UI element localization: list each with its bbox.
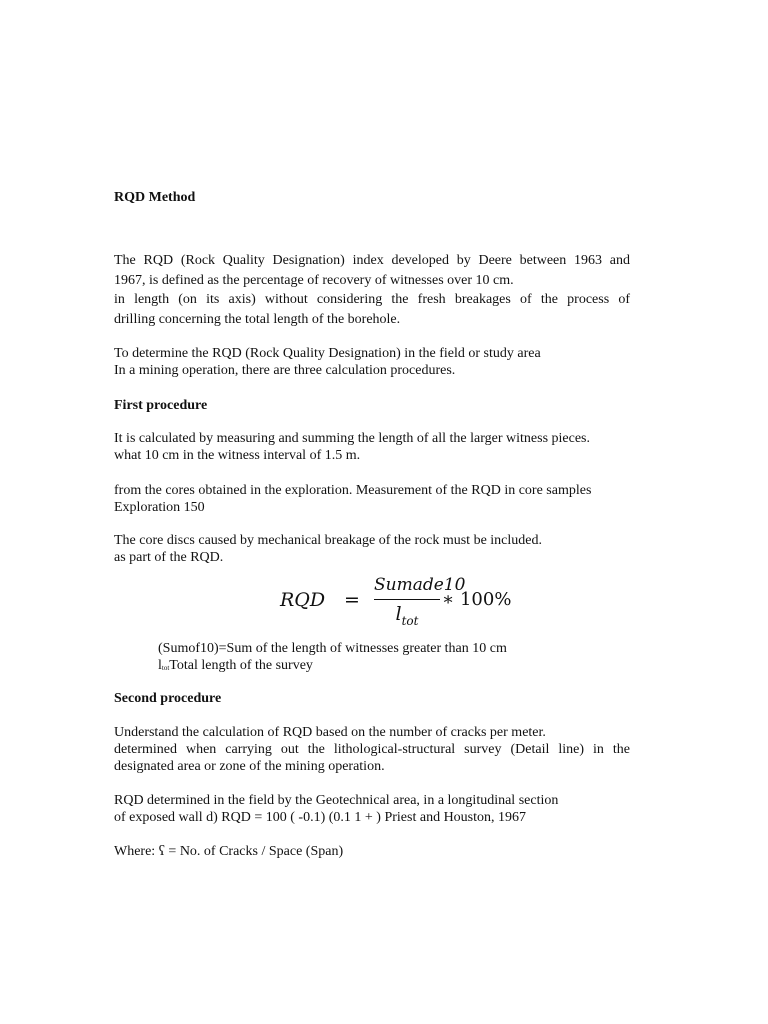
formula-equals: = (344, 589, 360, 611)
sp-p1-line-1: Understand the calculation of RQD based on the number of cracks per meter. (114, 725, 546, 740)
intro-line-2: 1967, is defined as the percentage of recovery of witnesses over 10 cm. (114, 272, 514, 288)
intro-line-3: in length (on its axis) without considering the fresh breakages of the process of (114, 292, 630, 307)
fp-p3-line-1: The core discs caused by mechanical breakage of the rock must be included. (114, 533, 542, 548)
definition-2 (158, 657, 628, 677)
formula-denominator (374, 603, 440, 628)
formula-denominator-base: l (395, 603, 402, 625)
fp-p1-line-2: what 10 cm in the witness interval of 1.5 m. (114, 448, 361, 463)
definition-2-text: Total length of the survey (169, 658, 313, 673)
formula-denominator-sub: tot (401, 613, 419, 628)
intro-line-4: drilling concerning the total length of the borehole. (114, 311, 401, 327)
formula-lhs: RQD (280, 589, 326, 611)
first-procedure-paragraph-3 (114, 532, 630, 566)
definition-1: (Sumof10)=Sum of the length of witnesses greater than 10 cm (158, 641, 507, 656)
rqd-formula (280, 573, 520, 629)
sp-p2-line-1: RQD determined in the field by the Geotechnical area, in a longitudinal section (114, 793, 559, 808)
where-text: = No. of Cracks / Space (Span) (168, 844, 344, 859)
second-procedure-heading: Second procedure (114, 691, 222, 706)
where-symbol: ʕ (158, 844, 165, 859)
formula-fraction-bar (374, 599, 440, 600)
determine-line-2: In a mining operation, there are three calculation procedures. (114, 363, 456, 378)
sp-p1-line-3: designated area or zone of the mining operation. (114, 759, 385, 774)
where-line (114, 843, 630, 860)
fp-p2-line-1: from the cores obtained in the exploration. Measurement of the RQD in core samples (114, 483, 592, 498)
formula-numerator: Sumade10 (374, 575, 466, 595)
sp-p1-line-2: determined when carrying out the lithological-structural survey (Detail line) in the (114, 742, 630, 757)
first-procedure-paragraph-2 (114, 482, 630, 516)
second-procedure-paragraph-1 (114, 724, 630, 775)
fp-p2-line-2: Exploration 150 (114, 500, 205, 515)
fp-p3-line-2: as part of the RQD. (114, 550, 224, 565)
where-prefix: Where: (114, 844, 156, 859)
second-procedure-paragraph-2 (114, 792, 630, 826)
determine-line-1: To determine the RQD (Rock Quality Designation) in the field or study area (114, 346, 541, 361)
formula-definitions (158, 640, 628, 677)
determine-paragraph (114, 345, 630, 379)
first-procedure-heading: First procedure (114, 398, 208, 413)
fp-p1-line-1: It is calculated by measuring and summing the length of all the larger witness pieces. (114, 431, 590, 446)
formula-rhs: ∗ 100% (442, 589, 512, 610)
definition-2-sub: tot (161, 664, 170, 672)
document-title: RQD Method (114, 190, 196, 205)
intro-paragraph (114, 251, 630, 329)
sp-p2-line-2: of exposed wall d) RQD = 100 ( -0.1) (0.1 1 + ) Priest and Houston, 1967 (114, 810, 527, 825)
definition-2-prefix: l (158, 658, 162, 673)
intro-line-1: The RQD (Rock Quality Designation) index developed by Deere between 1963 and (114, 253, 630, 268)
first-procedure-paragraph-1 (114, 430, 630, 464)
